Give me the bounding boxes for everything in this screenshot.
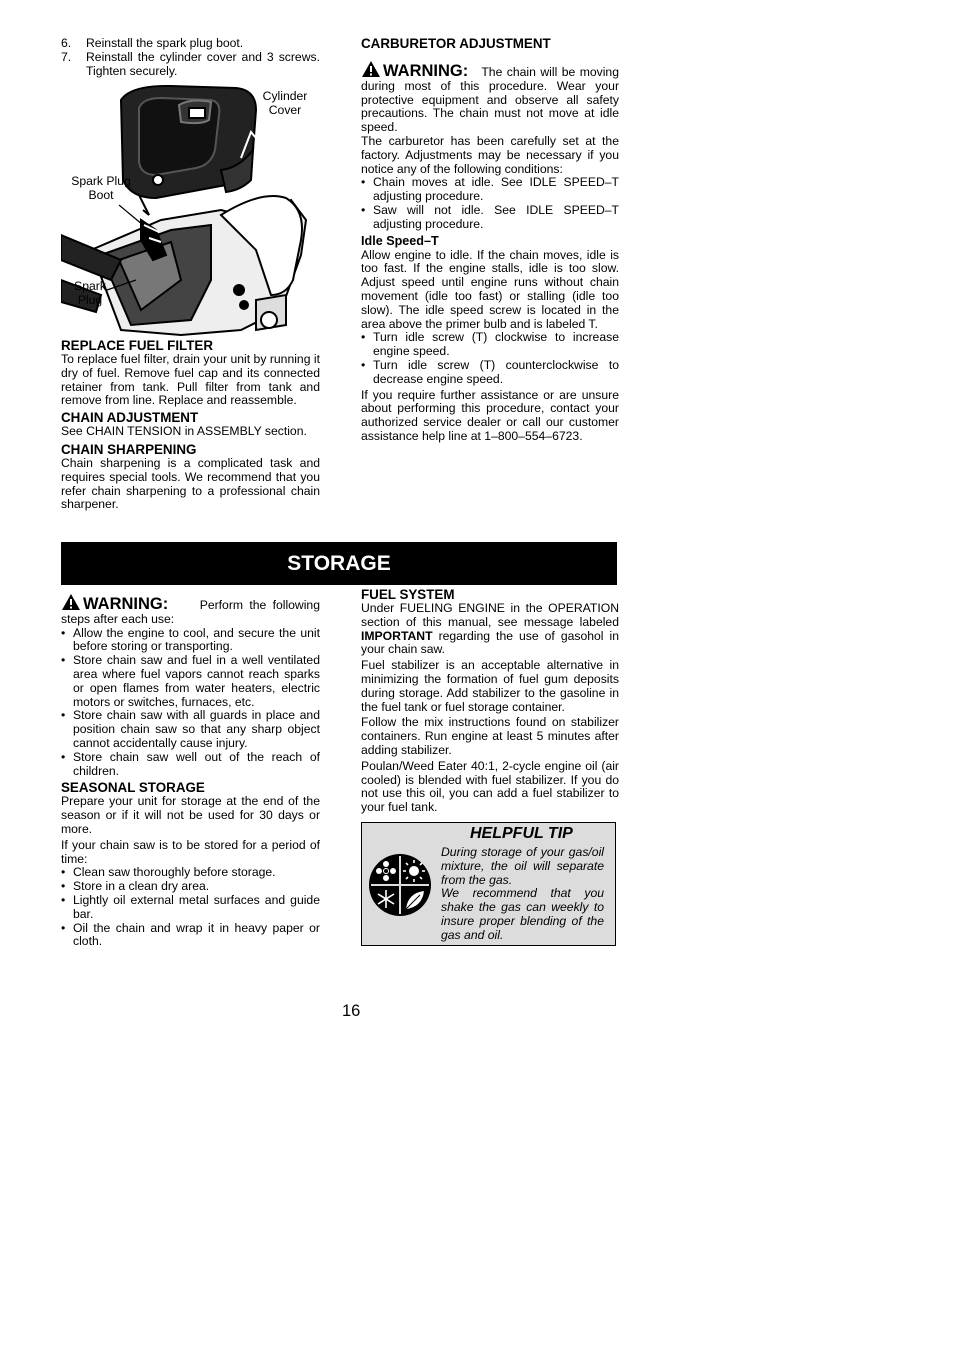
warning-label: WARNING: (383, 62, 469, 80)
tip-text-1: During storage of your gas/oil mixture, the oil will separate from the gas. (441, 845, 604, 887)
figure-label-cylinder-cover: Cylinder Cover (262, 89, 308, 117)
step-number: 6. (61, 36, 72, 50)
page-number: 16 (342, 1002, 361, 1020)
storage-warning-list (61, 627, 320, 779)
fuel-system-text-3: Follow the mix instructions found on stabilizer containers. Run engine at least 5 minutes after adding stabilizer. (361, 715, 619, 757)
seasonal-storage-list (61, 866, 320, 949)
carburetor-adjustment-heading: CARBURETOR ADJUSTMENT (361, 36, 551, 51)
helpful-tip-box (361, 822, 616, 946)
list-item: • Store chain saw and fuel in a well ventilated area where fuel vapors cannot reach sparks or open flames from water heaters, electric motors or switches, furnaces, etc. (61, 654, 320, 709)
warning-text: Perform the following steps after each use: (61, 598, 320, 626)
assistance-text: If you require further assistance or are unsure about performing this procedure, contact your authorized service dealer or call our customer assistance help line at 1–800–554–6723. (361, 387, 619, 443)
fuel-system-heading: FUEL SYSTEM (361, 587, 455, 602)
helpful-tip-text (441, 846, 604, 943)
tip-text-2: We recommend that you shake the gas can weekly to insure proper blending of the gas and oil. (441, 886, 604, 942)
carburetor-warning (361, 60, 619, 135)
list-item: • Turn idle screw (T) clockwise to increase engine speed. (361, 331, 619, 359)
list-item: • Allow the engine to cool, and secure the unit before storing or transporting. (61, 627, 320, 655)
reassembly-steps (61, 37, 320, 78)
step-item (61, 51, 320, 79)
list-item: • Store chain saw well out of the reach of children. (61, 751, 320, 779)
storage-warning (61, 593, 320, 627)
list-item: • Chain moves at idle. See IDLE SPEED–T adjusting procedure. (361, 176, 619, 204)
warning-label: WARNING: (83, 595, 169, 613)
chain-sharpening-text: Chain sharpening is a complicated task and requires special tools. We recommend that you refer chain sharpening to a professional chain sharpener. (61, 455, 320, 512)
warning-text: The chain will be moving during most of this procedure. Wear your protective equipment and observe all safety precautions. The chain must not move at idle speed. (361, 65, 619, 135)
warning-triangle-icon (61, 593, 81, 611)
replace-fuel-filter-text: To replace fuel filter, drain your unit by running it dry of fuel. Remove fuel cap and its connected retainer from tank. Pull filter from tank and remove from line. Replace and reassemble. (61, 352, 320, 408)
list-item: • Turn idle screw (T) counterclockwise to decrease engine speed. (361, 359, 619, 387)
fuel-text-part-a: Under FUELING ENGINE in the OPERATION section of this manual, see message labeled (361, 601, 619, 629)
storage-right-column (361, 587, 619, 815)
figure-label-spark-plug-boot: Spark Plug Boot (71, 174, 131, 202)
warning-triangle-icon (361, 60, 381, 78)
right-top-column (361, 36, 619, 444)
list-item: • Lightly oil external metal surfaces and guide bar. (61, 894, 320, 922)
seasons-icon (368, 853, 432, 917)
chain-sharpening-heading: CHAIN SHARPENING (61, 441, 197, 457)
figure-label-spark-plug: Spark Plug (74, 279, 106, 307)
seasonal-storage-heading: SEASONAL STORAGE (61, 780, 205, 796)
step-text: Reinstall the cylinder cover and 3 screws. Tighten securely. (86, 49, 320, 78)
seasonal-storage-text: Prepare your unit for storage at the end of the season or if it will not be used for 30 days or more. (61, 794, 320, 836)
fuel-text-part-b: regarding the use of gasohol in your chain saw. (361, 628, 620, 657)
storage-left-column (61, 593, 320, 949)
step-text: Reinstall the spark plug boot. (86, 36, 244, 50)
list-item: • Store chain saw with all guards in place and position chain saw so that any sharp object cannot accidentally cause injury. (61, 709, 320, 750)
chain-saw-figure (61, 80, 321, 342)
seasonal-storage-text-2: If your chain saw is to be stored for a period of time: (61, 837, 320, 866)
chain-adjustment-heading: CHAIN ADJUSTMENT (61, 410, 199, 426)
step-item (61, 37, 320, 51)
idle-speed-steps (361, 331, 619, 386)
carburetor-intro: The carburetor has been carefully set at the factory. Adjustments may be necessary if you notice any of the following conditions: (361, 133, 619, 176)
carburetor-conditions (361, 176, 619, 231)
idle-speed-heading: Idle Speed–T (361, 233, 439, 248)
replace-fuel-filter-heading: REPLACE FUEL FILTER (61, 338, 214, 353)
fuel-system-text-4: Poulan/Weed Eater 40:1, 2-cycle engine oil (air cooled) is blended with fuel stabilizer. If you do not use this oil, you can add a fuel stabilizer to your fuel tank. (361, 758, 619, 815)
idle-speed-text: Allow engine to idle. If the chain moves, idle is too fast. If the engine stalls, idle is too slow. Adjust speed until engine runs without chain movement (idle too fast) or stalling (idle too slow). The idle speed screw is located in the area above the primer bulb and is labeled T. (361, 247, 619, 331)
list-item: • Saw will not idle. See IDLE SPEED–T adjusting procedure. (361, 204, 619, 232)
list-item: • Clean saw thoroughly before storage. (61, 866, 320, 880)
left-top-column (61, 37, 320, 78)
helpful-tip-title: HELPFUL TIP (470, 825, 573, 842)
storage-banner: STORAGE (61, 542, 617, 585)
step-number: 7. (61, 49, 72, 64)
list-item: • Oil the chain and wrap it in heavy paper or cloth. (61, 922, 320, 950)
chain-adjustment-text: See CHAIN TENSION in ASSEMBLY section. (61, 424, 307, 439)
fuel-system-text-2: Fuel stabilizer is an acceptable alternative in minimizing the formation of fuel gum deposits during storage. Add stabilizer to the gasoline in the fuel tank or fuel storage container. (361, 658, 619, 714)
fuel-system-text-1 (361, 602, 619, 657)
list-item: • Store in a clean dry area. (61, 880, 320, 894)
important-label: IMPORTANT (361, 628, 433, 643)
left-maintenance-column (61, 338, 320, 512)
